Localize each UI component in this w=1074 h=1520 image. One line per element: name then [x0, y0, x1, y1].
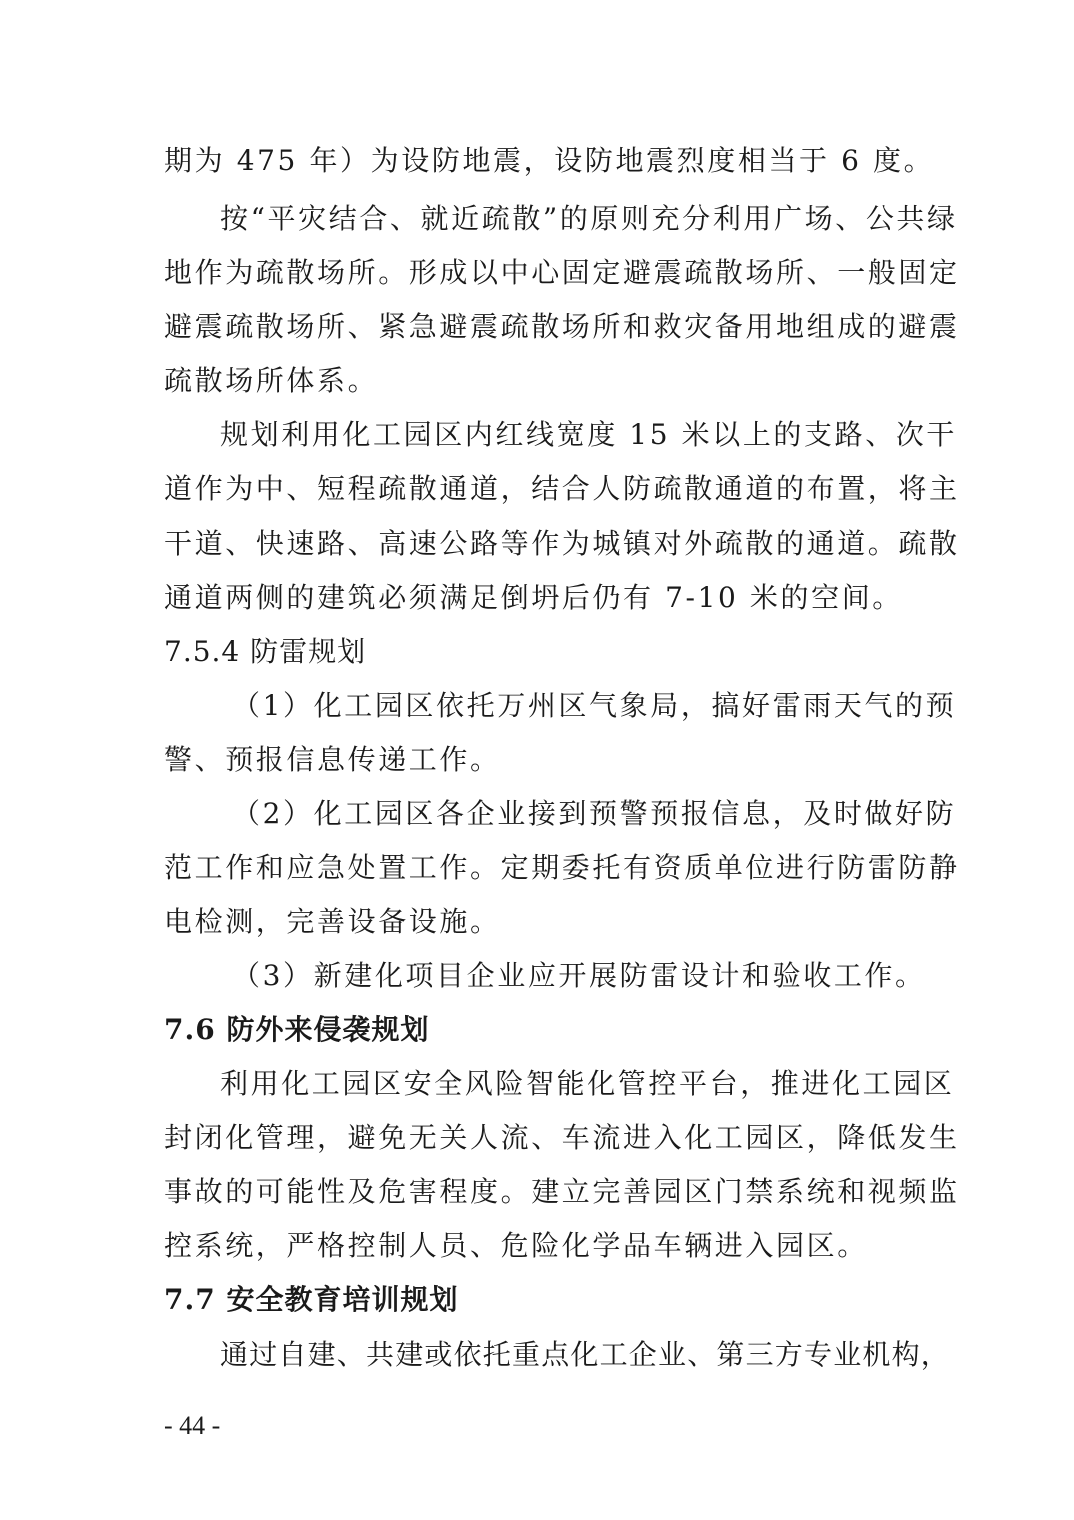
- paragraph-line: 范工作和应急处置工作。定期委托有资质单位进行防雷防静: [164, 851, 960, 884]
- paragraph-line: 干道、快速路、高速公路等作为城镇对外疏散的通道。疏散: [164, 527, 960, 560]
- page-number: - 44 -: [164, 1411, 221, 1440]
- paragraph-line: 按“平灾结合、就近疏散”的原则充分利用广场、公共绿: [220, 202, 958, 235]
- paragraph-line: 道作为中、短程疏散通道，结合人防疏散通道的布置，将主: [164, 472, 960, 505]
- paragraph-line: 利用化工园区安全风险智能化管控平台，推进化工园区: [220, 1067, 955, 1100]
- paragraph-line: 期为 475 年）为设防地震，设防地震烈度相当于 6 度。: [164, 144, 935, 177]
- paragraph-line: （1）化工园区依托万州区气象局，搞好雷雨天气的预: [232, 689, 957, 722]
- section-heading-7-7: 7.7 安全教育培训规划: [164, 1283, 459, 1316]
- paragraph-line: 封闭化管理，避免无关人流、车流进入化工园区，降低发生: [164, 1121, 960, 1154]
- section-heading-7-5-4: 7.5.4 防雷规划: [164, 635, 367, 668]
- paragraph-line: 电检测，完善设备设施。: [164, 905, 501, 938]
- paragraph-line: 疏散场所体系。: [164, 364, 379, 397]
- paragraph-line: 事故的可能性及危害程度。建立完善园区门禁系统和视频监: [164, 1175, 960, 1208]
- paragraph-line: 警、预报信息传递工作。: [164, 743, 501, 776]
- section-heading-7-6: 7.6 防外来侵袭规划: [164, 1013, 430, 1046]
- paragraph-line: （3）新建化项目企业应开展防雷设计和验收工作。: [232, 959, 926, 992]
- paragraph-line: 规划利用化工园区内红线宽度 15 米以上的支路、次干: [220, 418, 958, 451]
- paragraph-line: 通道两侧的建筑必须满足倒坍后仍有 7-10 米的空间。: [164, 581, 903, 614]
- paragraph-line: 控系统，严格控制人员、危险化学品车辆进入园区。: [164, 1229, 868, 1262]
- paragraph-line: 通过自建、共建或依托重点化工企业、第三方专业机构，: [220, 1338, 951, 1371]
- paragraph-line: 避震疏散场所、紧急避震疏散场所和救灾备用地组成的避震: [164, 310, 960, 343]
- paragraph-line: 地作为疏散场所。形成以中心固定避震疏散场所、一般固定: [164, 256, 960, 289]
- paragraph-line: （2）化工园区各企业接到预警预报信息，及时做好防: [232, 797, 957, 830]
